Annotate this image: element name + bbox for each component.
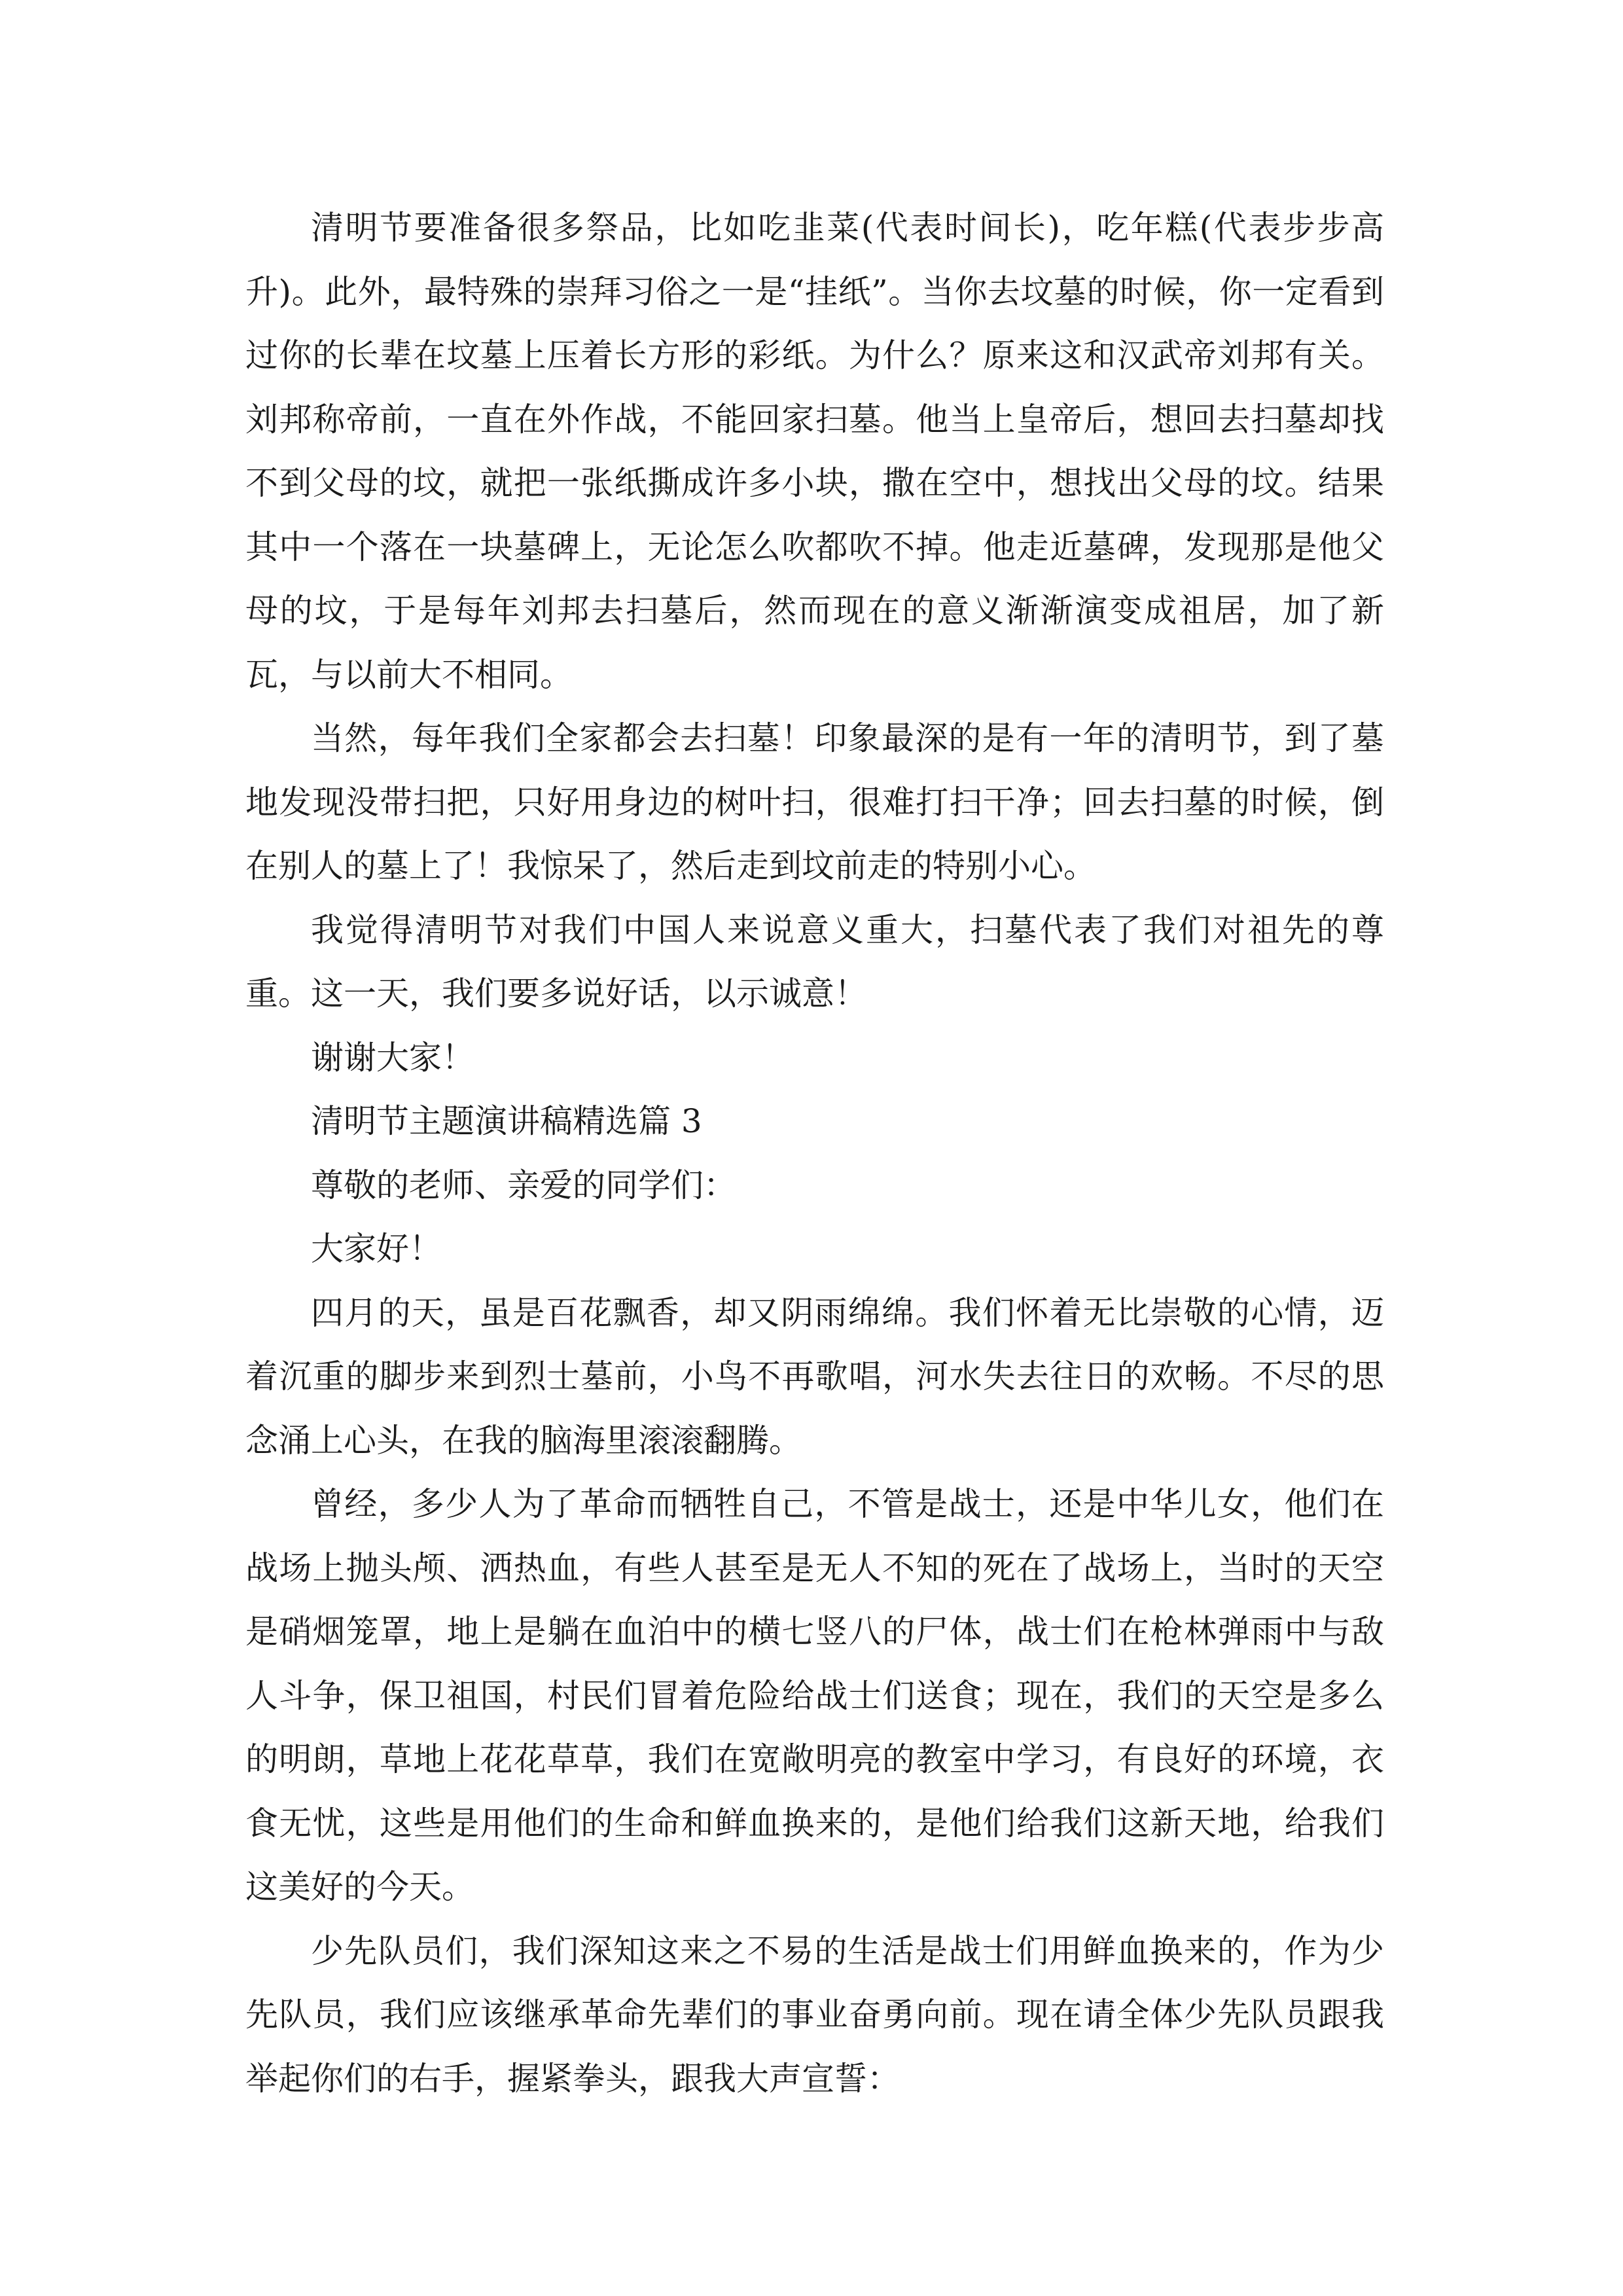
paragraph-april: 四月的天，虽是百花飘香，却又阴雨绵绵。我们怀着无比崇敬的心情，迈着沉重的脚步来到烈士墓前，小鸟不再歌唱，河水失去往日的欢畅。不尽的思念涌上心头，在我的脑海里滚滚翻腾。 xyxy=(245,1293,1384,1460)
paragraph-oath: 少先队员们，我们深知这来之不易的生活是战士们用鲜血换来的，作为少先队员，我们应该继承革命先辈们的事业奋勇向前。现在请全体少先队员跟我举起你们的右手，握紧拳头，跟我大声宣誓： xyxy=(245,1931,1384,2098)
paragraph-offerings: 清明节要准备很多祭品，比如吃韭菜(代表时间长)，吃年糕(代表步步高升)。此外，最特殊的崇拜习俗之一是“挂纸”。当你去坟墓的时候，你一定看到过你的长辈在坟墓上压着长方形的彩纸。为什么？原来这和汉武帝刘邦有关。刘邦称帝前，一直在外作战，不能回家扫墓。他当上皇帝后，想回去扫墓却找不到父母的坟，就把一张纸撕成许多小块，撒在空中，想找出父母的坟。结果其中一个落在一块墓碑上，无论怎么吹都吹不掉。他走近墓碑，发现那是他父母的坟，于是每年刘邦去扫墓后，然而现在的意义渐渐演变成祖居，加了新瓦，与以前大不相同。 xyxy=(245,209,1384,694)
paragraph-family-visit: 当然，每年我们全家都会去扫墓！印象最深的是有一年的清明节，到了墓地发现没带扫把，只好用身边的树叶扫，很难打扫干净；回去扫墓的时候，倒在别人的墓上了！我惊呆了，然后走到坟前走的特别小心。 xyxy=(245,719,1384,885)
document-body xyxy=(245,196,1384,2111)
paragraph-martyrs: 曾经，多少人为了革命而牺牲自己，不管是战士，还是中华儿女，他们在战场上抛头颅、洒热血，有些人甚至是无人不知的死在了战场上，当时的天空是硝烟笼罩，地上是躺在血泊中的横七竖八的尸体，战士们在枪林弹雨中与敌人斗争，保卫祖国，村民们冒着危险给战士们送食；现在，我们的天空是多么的明朗，草地上花花草草，我们在宽敞明亮的教室中学习，有良好的环境，衣食无忧，这些是用他们的生命和鲜血换来的，是他们给我们这新天地，给我们这美好的今天。 xyxy=(245,1485,1384,1906)
thanks-line: 谢谢大家！ xyxy=(311,1038,474,1077)
section-title: 清明节主题演讲稿精选篇 3 xyxy=(311,1102,702,1140)
paragraph-significance: 我觉得清明节对我们中国人来说意义重大，扫墓代表了我们对祖先的尊重。这一天，我们要多说好话，以示诚意！ xyxy=(245,910,1384,1013)
greeting-line: 大家好！ xyxy=(311,1230,442,1268)
salutation-line: 尊敬的老师、亲爱的同学们： xyxy=(311,1166,736,1204)
